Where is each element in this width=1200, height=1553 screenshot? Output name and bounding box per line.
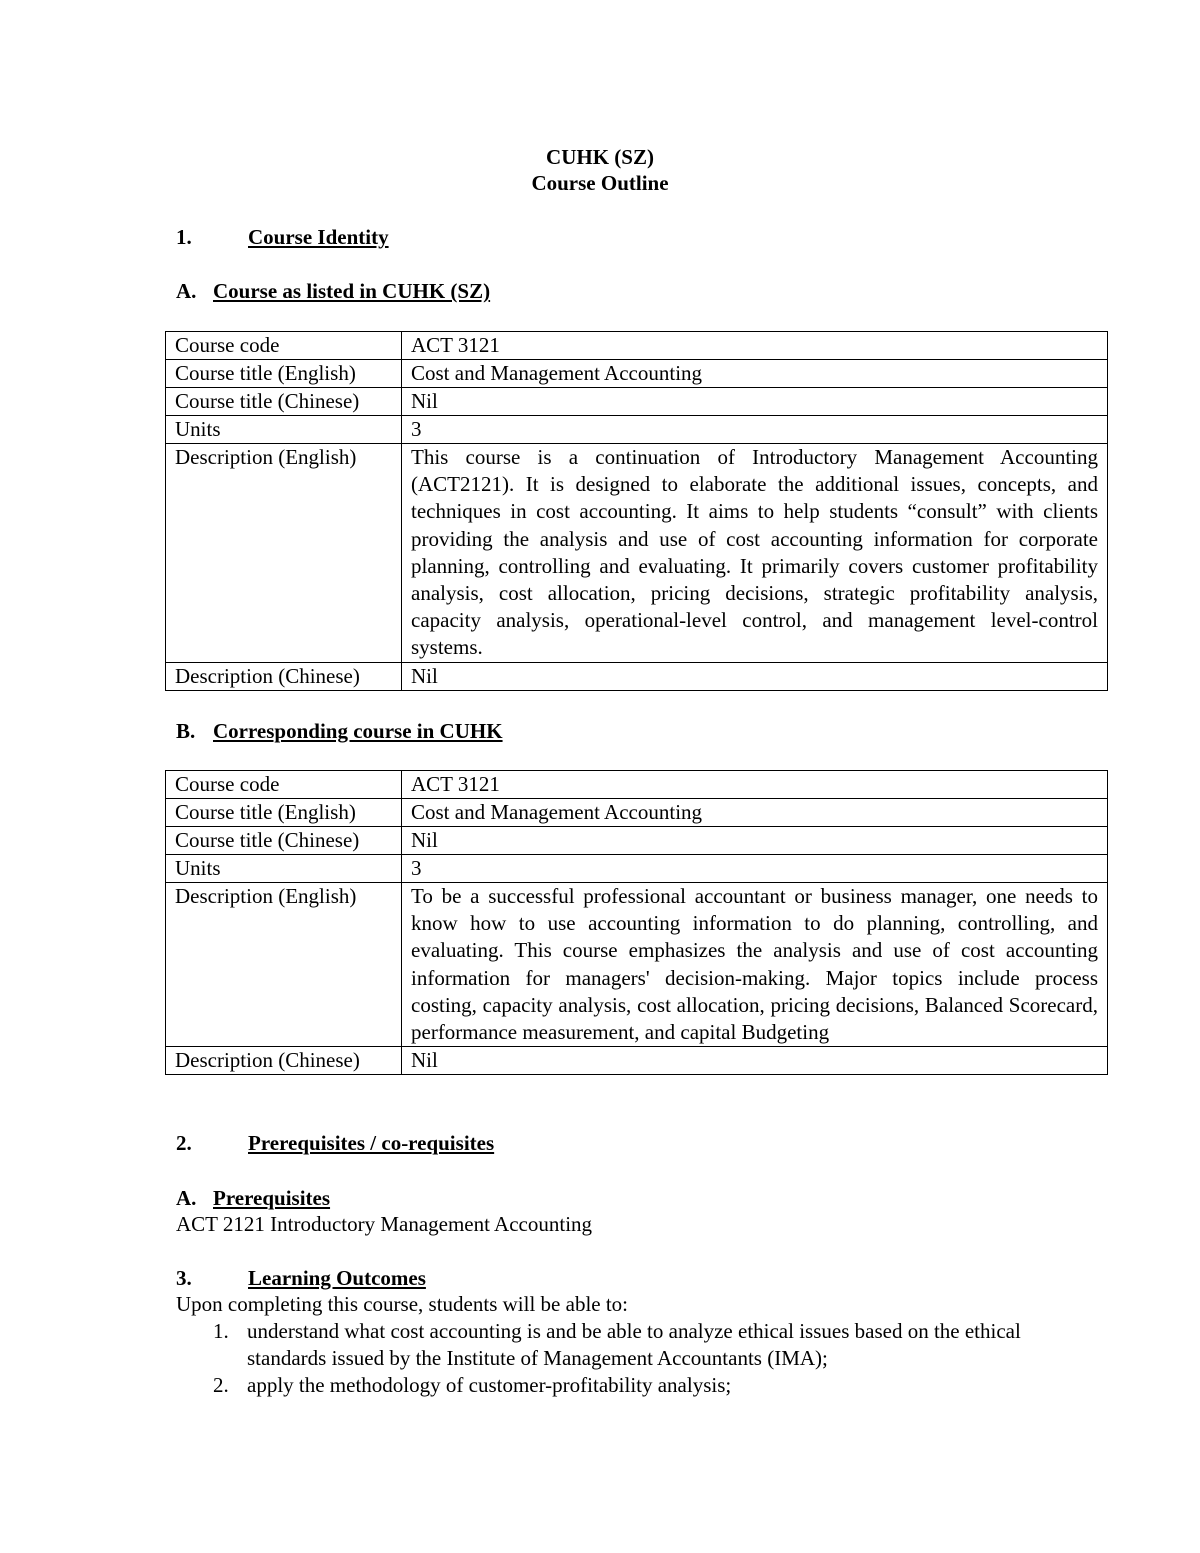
table-row — [166, 827, 1108, 855]
row-value: Nil — [402, 662, 1108, 690]
row-value: 3 — [402, 855, 1108, 883]
row-value: Nil — [402, 827, 1108, 855]
section-3-title: Learning Outcomes — [248, 1266, 426, 1290]
row-value: Cost and Management Accounting — [402, 799, 1108, 827]
prerequisite-text: ACT 2121 Introductory Management Accounting — [176, 1212, 593, 1236]
row-value: 3 — [402, 416, 1108, 444]
table-row — [166, 1047, 1108, 1075]
row-label: Description (English) — [166, 883, 402, 1047]
list-item-marker: 2. — [213, 1373, 229, 1397]
row-label: Description (Chinese) — [166, 1047, 402, 1075]
row-label: Course title (English) — [166, 799, 402, 827]
table-row — [166, 360, 1108, 388]
section-1a-letter: A. — [176, 279, 197, 303]
table-row — [166, 416, 1108, 444]
section-1-heading — [176, 224, 389, 250]
section-2-number: 2. — [176, 1131, 192, 1155]
learning-outcomes-intro: Upon completing this course, students will be able to: — [176, 1292, 629, 1316]
list-item-text: apply the methodology of customer-profitability analysis; — [247, 1373, 732, 1397]
list-item — [176, 1372, 1036, 1399]
course-table-cuhk — [165, 770, 1108, 1075]
row-label: Course code — [166, 771, 402, 799]
row-value: Cost and Management Accounting — [402, 360, 1108, 388]
table-row — [166, 771, 1108, 799]
table-row — [166, 662, 1108, 690]
section-2a-title: Prerequisites — [213, 1186, 331, 1210]
section-2-title: Prerequisites / co-requisites — [248, 1131, 495, 1155]
document-title-institution: CUHK (SZ) — [546, 145, 654, 169]
section-1-title: Course Identity — [248, 225, 389, 249]
section-1a-title: Course as listed in CUHK (SZ) — [213, 279, 491, 303]
section-2a-heading — [176, 1185, 330, 1211]
section-1b-heading — [176, 718, 503, 744]
row-label: Description (English) — [166, 444, 402, 663]
course-table-cuhksz — [165, 331, 1108, 691]
row-label: Units — [166, 855, 402, 883]
list-item — [176, 1318, 1036, 1372]
section-1b-title: Corresponding course in CUHK — [213, 719, 503, 743]
table-row — [166, 444, 1108, 663]
row-value: Nil — [402, 388, 1108, 416]
table-row — [166, 388, 1108, 416]
learning-outcomes-list — [176, 1318, 1036, 1399]
list-item-marker: 1. — [213, 1319, 229, 1343]
row-description: To be a successful professional accountant or business manager, one needs to know how to use accounting information to do planning, controlling, and evaluating. This course emphasizes the analysis and use of cost accounting information for managers' decision-making. Major topics include process costing, capacity analysis, cost allocation, pricing decisions, Balanced Scorecard, performance measurement, and capital Budgeting — [402, 883, 1108, 1047]
table-row — [166, 883, 1108, 1047]
row-label: Course code — [166, 332, 402, 360]
section-1b-letter: B. — [176, 719, 196, 743]
section-1-number: 1. — [176, 225, 192, 249]
row-label: Course title (English) — [166, 360, 402, 388]
row-value: ACT 3121 — [402, 332, 1108, 360]
row-description: This course is a continuation of Introductory Management Accounting (ACT2121). It is designed to elaborate the additional issues, concepts, and techniques in cost accounting. It aims to help students “consult” with clients providing the analysis and use of cost accounting information for corporate planning, controlling and evaluating. It primarily covers customer profitability analysis, cost allocation, pricing decisions, strategic profitability analysis, capacity analysis, operational-level control, and management level-control systems. — [402, 444, 1108, 663]
table-row — [166, 855, 1108, 883]
section-2a-letter: A. — [176, 1186, 197, 1210]
row-label: Course title (Chinese) — [166, 388, 402, 416]
row-value: ACT 3121 — [402, 771, 1108, 799]
section-3-number: 3. — [176, 1266, 192, 1290]
list-item-text: understand what cost accounting is and be able to analyze ethical issues based on the ethical standards issued by the Institute of Management Accountants (IMA); — [247, 1319, 1021, 1370]
table-row — [166, 799, 1108, 827]
row-label: Units — [166, 416, 402, 444]
section-1a-heading — [176, 278, 490, 304]
row-label: Course title (Chinese) — [166, 827, 402, 855]
table-row — [166, 332, 1108, 360]
section-2-heading — [176, 1130, 494, 1156]
section-3-heading — [176, 1265, 426, 1291]
row-label: Description (Chinese) — [166, 662, 402, 690]
row-value: Nil — [402, 1047, 1108, 1075]
document-title: Course Outline — [531, 171, 669, 195]
